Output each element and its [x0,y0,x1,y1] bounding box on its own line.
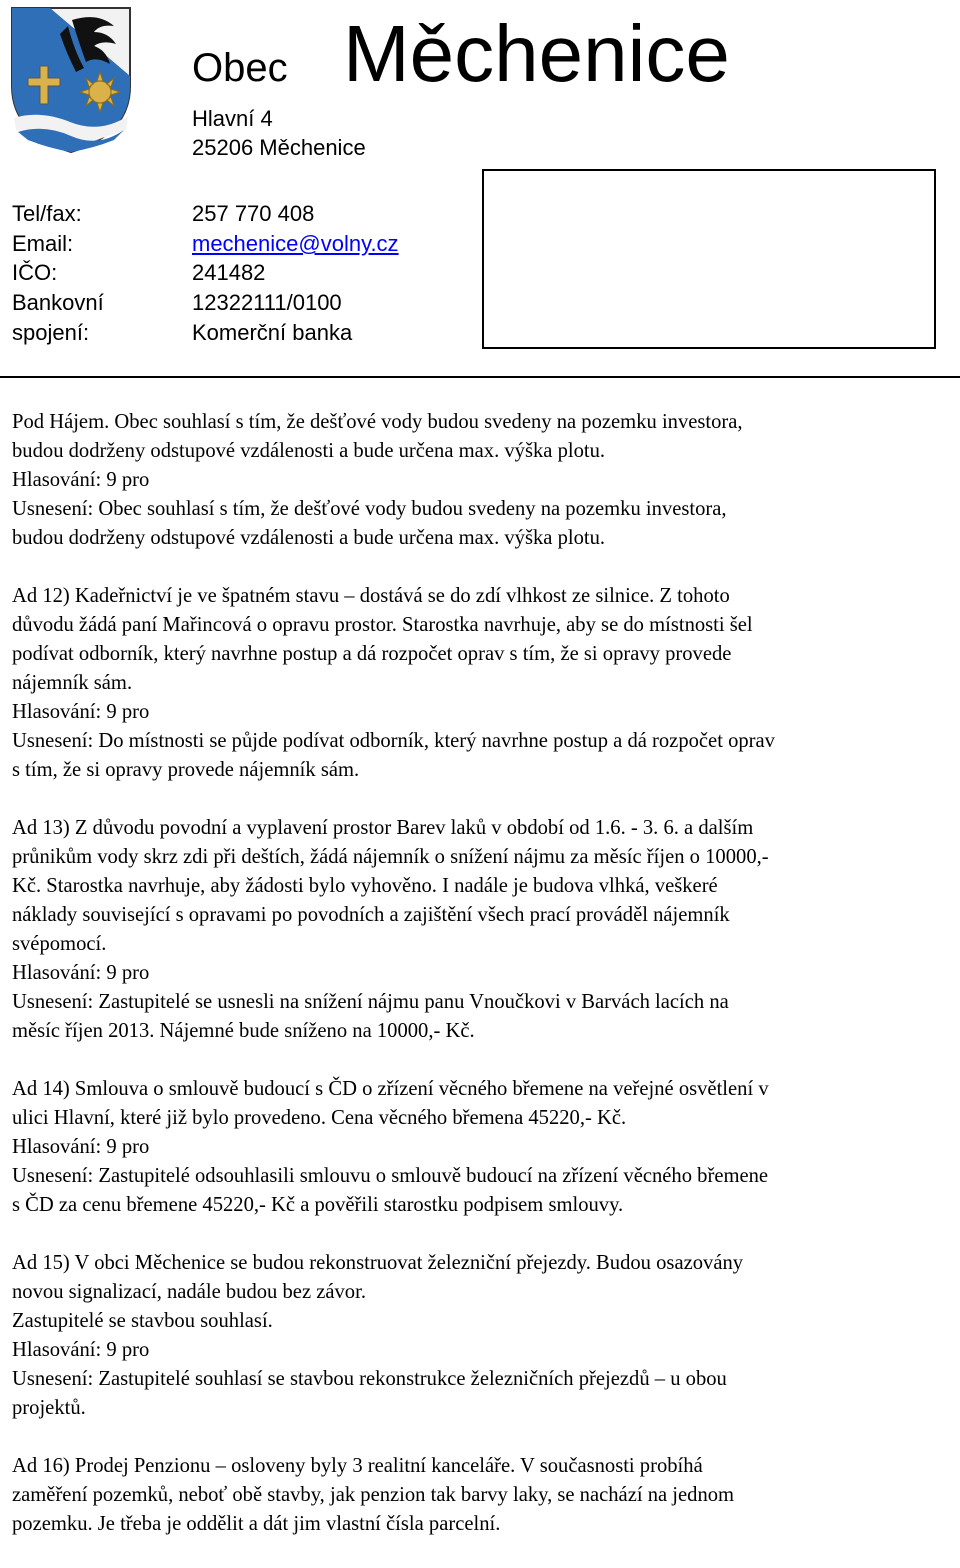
text-line: Ad 13) Z důvodu povodní a vyplavení prostor Barev laků v období od 1.6. - 3. 6. a dalším [12,817,754,839]
text-line: Kč. Starostka navrhuje, aby žádosti bylo vyhověno. I nadále je budova vlhká, veškeré [12,875,718,897]
contact-value: 12322111/0100 [192,290,342,315]
contact-label: IČO: [12,260,58,285]
contact-label: spojení: [12,320,90,345]
header-divider [0,376,960,378]
text-line: pozemku. Je třeba je oddělit a dát jim vlastní čísla parcelní. [12,1513,501,1535]
text-line: Hlasování: 9 pro [12,1339,150,1361]
text-line: budou dodrženy odstupové vzdálenosti a bude určena max. výška plotu. [12,527,606,549]
contact-value: Komerční banka [192,320,353,345]
contact-label: Bankovní [12,290,104,315]
text-line: Usnesení: Zastupitelé se usnesli na snížení nájmu panu Vnoučkovi v Barvách lacích na [12,991,729,1013]
text-line: průnikům vody skrz zdi při deštích, žádá nájemník o snížení nájmu za měsíc říjen o 10000,- [12,846,769,868]
stamp-box [482,169,936,349]
text-line: nájemník sám. [12,672,133,694]
text-line: s ČD za cenu břemene 45220,- Kč a pověřili starostku podpisem smlouvy. [12,1194,624,1216]
address-postal-city: 25206 Měchenice [192,135,366,160]
text-line: podívat odborník, který navrhne postup a dá rozpočet oprav s tím, že si opravy provede [12,643,732,665]
text-line: Usnesení: Zastupitelé souhlasí se stavbou rekonstrukce železničních přejezdů – u obou [12,1368,727,1390]
text-line: Usnesení: Zastupitelé odsouhlasili smlouvu o smlouvě budoucí na zřízení věcného břemene [12,1165,769,1187]
text-line: Hlasování: 9 pro [12,469,150,491]
text-line: Hlasování: 9 pro [12,1136,150,1158]
municipal-crest-logo [10,6,132,154]
contact-value: 257 770 408 [192,201,315,226]
header-municipality-name: Měchenice [343,9,730,98]
crest-gold-sun-icon [80,72,120,112]
document-body [12,408,952,1568]
agenda-paragraph [12,1249,952,1423]
agenda-paragraph [12,1452,952,1539]
text-line: Usnesení: Obec souhlasí s tím, že dešťové vody budou svedeny na pozemku investora, [12,498,727,520]
text-line: ulici Hlavní, které již bylo provedeno. Cena věcného břemena 45220,- Kč. [12,1107,627,1129]
text-line: svépomocí. [12,933,107,955]
text-line: měsíc říjen 2013. Nájemné bude sníženo na 10000,- Kč. [12,1020,475,1042]
agenda-paragraph [12,408,952,553]
text-line: projektů. [12,1397,86,1419]
contact-label: Email: [12,231,74,256]
text-line: Ad 15) V obci Měchenice se budou rekonstruovat železniční přejezdy. Budou osazovány [12,1252,744,1274]
text-line: náklady související s opravami po povodních a zajištění všech prací prováděl nájemník [12,904,730,926]
text-line: Hlasování: 9 pro [12,962,150,984]
text-line: důvodu žádá paní Mařincová o opravu prostor. Starostka navrhuje, aby se do místnosti šel [12,614,753,636]
contact-label: Tel/fax: [12,201,82,226]
text-line: Hlasování: 9 pro [12,701,150,723]
text-line: Ad 16) Prodej Penzionu – osloveny byly 3 realitní kanceláře. V současnosti probíhá [12,1455,703,1477]
text-line: Usnesení: Do místnosti se půjde podívat odborník, který navrhne postup a dá rozpočet oprav [12,730,775,752]
text-line: novou signalizací, nadále budou bez závor. [12,1281,366,1303]
text-line: s tím, že si opravy provede nájemník sám. [12,759,360,781]
text-line: budou dodrženy odstupové vzdálenosti a bude určena max. výška plotu. [12,440,606,462]
address-street: Hlavní 4 [192,106,273,131]
text-line: Ad 14) Smlouva o smlouvě budoucí s ČD o zřízení věcného břemene na veřejné osvětlení v [12,1078,769,1100]
text-line: Ad 12) Kadeřnictví je ve špatném stavu – dostává se do zdí vlhkost ze silnice. Z tohoto [12,585,730,607]
contact-value: 241482 [192,260,266,285]
text-line: Pod Hájem. Obec souhlasí s tím, že dešťové vody budou svedeny na pozemku investora, [12,411,743,433]
agenda-paragraph [12,1075,952,1220]
agenda-paragraph [12,582,952,785]
agenda-paragraph [12,814,952,1046]
email-link[interactable]: mechenice@volny.cz [192,231,399,256]
header-obec-word: Obec [192,46,288,90]
text-line: zaměření pozemků, neboť obě stavby, jak penzion tak barvy laky, se nachází na jednom [12,1484,735,1506]
text-line: Zastupitelé se stavbou souhlasí. [12,1310,273,1332]
